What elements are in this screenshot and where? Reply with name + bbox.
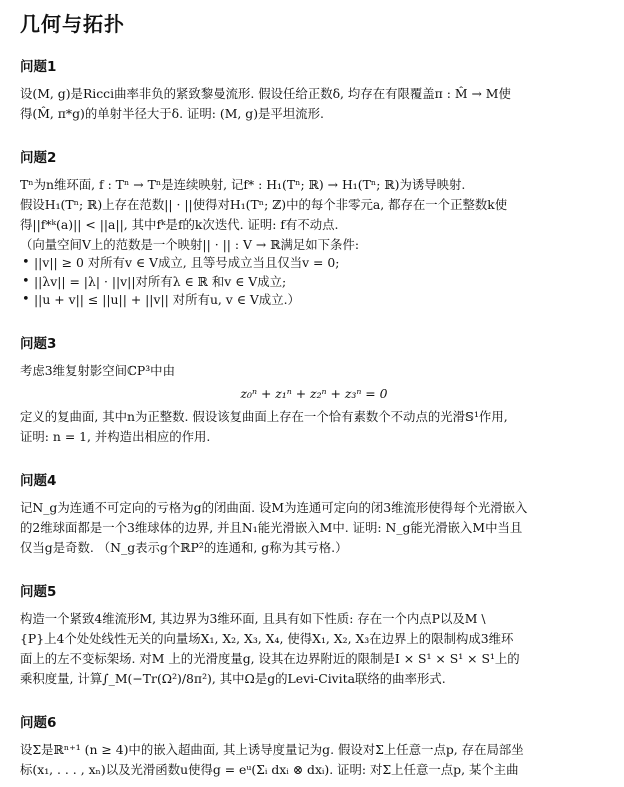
problem-line: {P}上4个处处线性无关的向量场X₁, X₂, X₃, X₄, 使得X₁, X₂, X₃在边界上的限制构成3维环 bbox=[20, 630, 514, 646]
problem-heading: 问题3 bbox=[20, 335, 57, 352]
equation: z₀ⁿ + z₁ⁿ + z₂ⁿ + z₃ⁿ = 0 bbox=[240, 385, 388, 401]
problem-line: 设Σ是ℝⁿ⁺¹ (n ≥ 4)中的嵌入超曲面, 其上诱导度量记为g. 假设对Σ上任意一点p, 存在局部坐 bbox=[20, 741, 524, 757]
problem-heading: 问题2 bbox=[20, 150, 57, 166]
problem-line: 的2维球面都是一个3维球体的边界, 并且N₁能光滑嵌入M中. 证明: N_g能光滑嵌入M中当且 bbox=[20, 519, 523, 535]
problem-4 bbox=[20, 469, 608, 558]
problem-5 bbox=[20, 580, 608, 689]
problem-heading: 问题6 bbox=[20, 714, 57, 731]
problem-line: 设(M, g)是Ricci曲率非负的紧致黎曼流形. 假设任给正数δ, 均存在有限覆盖π : M̂ → M使 bbox=[20, 86, 511, 101]
problem-heading: 问题4 bbox=[20, 472, 57, 489]
problem-line: 假设H₁(Tⁿ; ℝ)上存在范数|| · ||使得对H₁(Tⁿ; ℤ)中的每个非零元a, 都存在一个正整数k使 bbox=[20, 197, 508, 212]
problem-line: 标(x₁, . . . , xₙ)以及光滑函数u使得g = eᵘ(Σᵢ dxᵢ ⊗ dxᵢ). 证明: 对Σ上任意一点p, 某个主曲 bbox=[20, 761, 519, 777]
problem-line: 记N_g为连通不可定向的亏格为g的闭曲面. 设M为连通可定向的闭3维流形使得每个光滑嵌入 bbox=[20, 499, 528, 515]
condition-list bbox=[20, 254, 608, 310]
problem-intro: 考虑3维复射影空间ℂP³中由 bbox=[20, 362, 175, 378]
problem-heading: 问题5 bbox=[20, 583, 57, 600]
condition-item: • ||λv|| = |λ| · ||v||对所有λ ∈ ℝ 和v ∈ V成立; bbox=[34, 273, 608, 292]
problem-line: 得(M̂, π*g)的单射半径大于δ. 证明: (M, g)是平坦流形. bbox=[20, 106, 324, 121]
condition-item: • ||u + v|| ≤ ||u|| + ||v|| 对所有u, v ∈ V成立.） bbox=[34, 291, 608, 310]
page-title: 几何与拓扑 bbox=[20, 12, 125, 36]
problem-line: 构造一个紧致4维流形M, 其边界为3维环面, 且具有如下性质: 存在一个内点P以及M \ bbox=[20, 610, 486, 626]
problem-1 bbox=[20, 55, 608, 124]
problem-line: 得||f*ᵏ(a)|| < ||a||, 其中fᵏ是f的k次迭代. 证明: f有不动点. bbox=[20, 217, 339, 232]
condition-item: • ||v|| ≥ 0 对所有v ∈ V成立, 且等号成立当且仅当v = 0; bbox=[34, 254, 608, 273]
problem-heading: 问题1 bbox=[20, 59, 57, 75]
problem-line: 仅当g是奇数. （N_g表示g个ℝP²的连通和, g称为其亏格.） bbox=[20, 539, 348, 555]
problem-line: 定义的复曲面, 其中n为正整数. 假设该复曲面上存在一个恰有素数个不动点的光滑𝕊¹作用, bbox=[20, 408, 508, 424]
norm-note: （向量空间V上的范数是一个映射|| · || : V → ℝ满足如下条件: bbox=[20, 237, 360, 252]
problem-line: 面上的左不变标架场. 对M 上的光滑度量g, 设其在边界附近的限制是I × S¹ × S¹ × S¹上的 bbox=[20, 650, 520, 666]
problem-2 bbox=[20, 146, 608, 310]
problem-line: 证明: n = 1, 并构造出相应的作用. bbox=[20, 428, 211, 444]
problem-line: 乘积度量, 计算∫_M(−Tr(Ω²)/8π²), 其中Ω是g的Levi-Civita联络的曲率形式. bbox=[20, 670, 446, 686]
problem-3 bbox=[20, 332, 608, 447]
problem-line: Tⁿ为n维环面, f : Tⁿ → Tⁿ是连续映射, 记f* : H₁(Tⁿ; ℝ) → H₁(Tⁿ; ℝ)为诱导映射. bbox=[20, 177, 466, 192]
problem-6 bbox=[20, 711, 608, 780]
